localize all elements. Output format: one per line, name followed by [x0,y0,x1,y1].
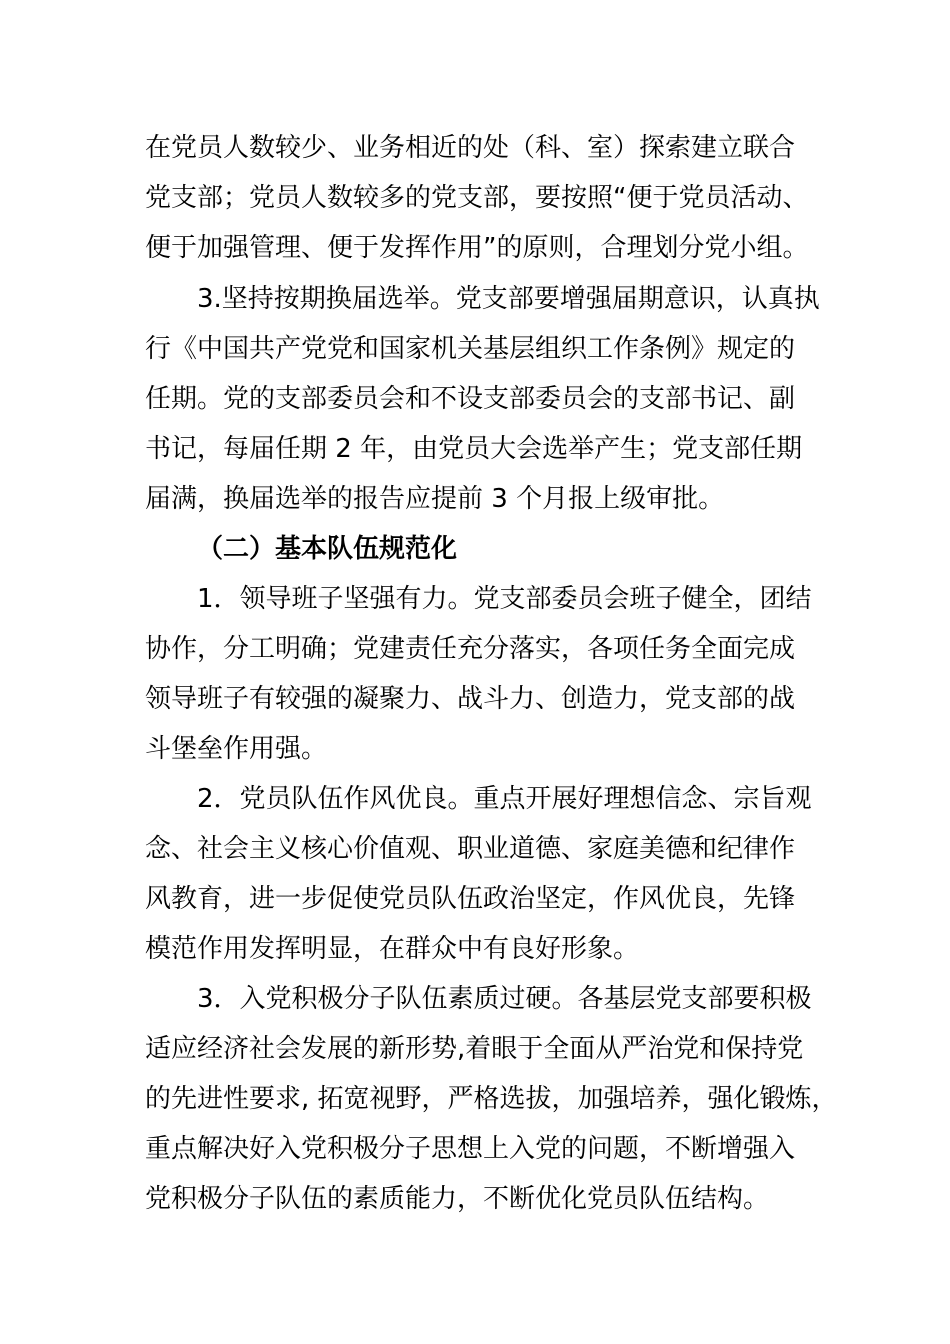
body-text-line: 届满，换届选举的报告应提前 3 个月报上级审批。 [145,484,725,514]
body-text-line: 的先进性要求, 拓宽视野，严格选拔，加强培养，强化锻炼， [145,1084,838,1114]
body-text-line: 1．领导班子坚强有力。党支部委员会班子健全，团结 [197,584,812,614]
body-text-line: 协作，分工明确；党建责任充分落实，各项任务全面完成 [145,634,796,664]
body-text-line: 风教育，进一步促使党员队伍政治坚定，作风优良，先锋 [145,884,796,914]
body-text-line: 任期。党的支部委员会和不设支部委员会的支部书记、副 [145,384,796,414]
body-text-line: 重点解决好入党积极分子思想上入党的问题，不断增强入 [145,1134,796,1164]
body-text-line: 斗堡垒作用强。 [145,734,328,764]
body-text-line: 2．党员队伍作风优良。重点开展好理想信念、宗旨观 [197,784,812,814]
body-text-line: 适应经济社会发展的新形势,着眼于全面从严治党和保持党 [145,1034,804,1064]
body-text-line: 党支部；党员人数较多的党支部，要按照“便于党员活动、 [145,183,809,213]
body-text-line: 党积极分子队伍的素质能力，不断优化党员队伍结构。 [145,1184,770,1214]
body-text-line: 便于加强管理、便于发挥作用”的原则，合理划分党小组。 [145,233,809,263]
section-heading: （二）基本队伍规范化 [197,534,458,564]
body-text-line: 3．入党积极分子队伍素质过硬。各基层党支部要积极 [197,984,812,1014]
body-text-line: 模范作用发挥明显，在群众中有良好形象。 [145,934,640,964]
body-text-line: 念、社会主义核心价值观、职业道德、家庭美德和纪律作 [145,834,796,864]
body-text-line: 在党员人数较少、业务相近的处（科、室）探索建立联合 [145,133,796,163]
body-text-line: 3.坚持按期换届选举。党支部要增强届期意识，认真执 [197,284,820,314]
body-text-line: 行《中国共产党党和国家机关基层组织工作条例》规定的 [145,334,796,364]
body-text-line: 领导班子有较强的凝聚力、战斗力、创造力，党支部的战 [145,684,796,714]
body-text-line: 书记，每届任期 2 年，由党员大会选举产生；党支部任期 [145,434,803,464]
